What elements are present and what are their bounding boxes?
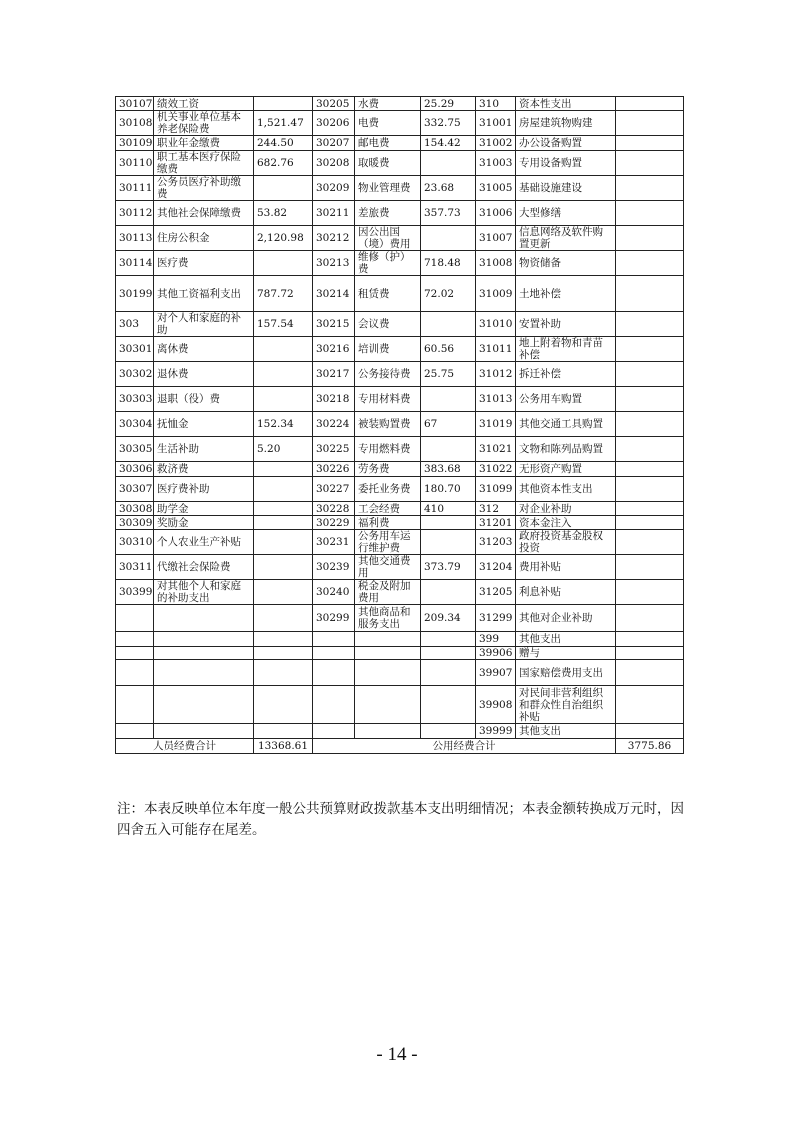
wages-name-cell (154, 724, 254, 739)
goods-amount-cell: 154.42 (421, 136, 476, 151)
capital-code-cell: 31011 (476, 337, 516, 362)
wages-code-cell: 30307 (116, 477, 154, 502)
wages-name-cell (154, 632, 254, 647)
wages-amount-cell (254, 516, 313, 530)
capital-name-cell: 政府投资基金股权投资 (516, 530, 616, 555)
goods-amount-cell: 67 (421, 412, 476, 437)
wages-amount-cell: 1,521.47 (254, 111, 313, 136)
goods-name-cell: 其他商品和服务支出 (355, 605, 421, 632)
goods-amount-cell: 209.34 (421, 605, 476, 632)
goods-code-cell: 30208 (313, 151, 355, 176)
capital-code-cell: 31201 (476, 516, 516, 530)
capital-amount-cell (616, 136, 684, 151)
goods-code-cell: 30215 (313, 312, 355, 337)
capital-code-cell: 31003 (476, 151, 516, 176)
wages-amount-cell (254, 580, 313, 605)
capital-amount-cell (616, 276, 684, 312)
table-row (116, 337, 684, 362)
wages-code-cell (116, 647, 154, 660)
goods-amount-cell (421, 647, 476, 660)
wages-amount-cell: 152.34 (254, 412, 313, 437)
wages-code-cell: 30304 (116, 412, 154, 437)
goods-code-cell (313, 724, 355, 739)
wages-code-cell: 30110 (116, 151, 154, 176)
table-row (116, 477, 684, 502)
goods-amount-cell (421, 226, 476, 251)
wages-amount-cell (254, 387, 313, 412)
goods-amount-cell: 718.48 (421, 251, 476, 276)
goods-amount-cell (421, 312, 476, 337)
wages-name-cell: 医疗费补助 (154, 477, 254, 502)
wages-name-cell (154, 605, 254, 632)
goods-amount-cell (421, 632, 476, 647)
wages-code-cell: 303 (116, 312, 154, 337)
capital-amount-cell (616, 632, 684, 647)
wages-amount-cell (254, 97, 313, 111)
goods-code-cell: 30211 (313, 201, 355, 226)
capital-amount-cell (616, 580, 684, 605)
capital-name-cell: 对民间非营利组织和群众性自治组织补贴 (516, 686, 616, 724)
wages-amount-cell (254, 251, 313, 276)
capital-code-cell: 31007 (476, 226, 516, 251)
capital-name-cell: 基础设施建设 (516, 176, 616, 201)
goods-code-cell: 30212 (313, 226, 355, 251)
goods-name-cell: 物业管理费 (355, 176, 421, 201)
wages-code-cell: 30306 (116, 462, 154, 477)
goods-code-cell: 30206 (313, 111, 355, 136)
goods-name-cell: 水费 (355, 97, 421, 111)
capital-name-cell: 其他支出 (516, 632, 616, 647)
capital-amount-cell (616, 412, 684, 437)
goods-amount-cell (421, 724, 476, 739)
wages-code-cell: 30109 (116, 136, 154, 151)
capital-name-cell: 拆迁补偿 (516, 362, 616, 387)
goods-amount-cell (421, 580, 476, 605)
goods-amount-cell: 332.75 (421, 111, 476, 136)
capital-amount-cell (616, 724, 684, 739)
wages-amount-cell (254, 605, 313, 632)
capital-amount-cell (616, 226, 684, 251)
table-row (116, 724, 684, 739)
capital-amount-cell (616, 176, 684, 201)
wages-amount-cell (254, 502, 313, 516)
wages-code-cell (116, 632, 154, 647)
goods-code-cell: 30226 (313, 462, 355, 477)
capital-code-cell: 31022 (476, 462, 516, 477)
wages-name-cell: 职业年金缴费 (154, 136, 254, 151)
capital-code-cell: 31010 (476, 312, 516, 337)
capital-name-cell: 土地补偿 (516, 276, 616, 312)
goods-amount-cell: 373.79 (421, 555, 476, 580)
goods-name-cell: 公务接待费 (355, 362, 421, 387)
capital-amount-cell (616, 462, 684, 477)
capital-name-cell: 利息补贴 (516, 580, 616, 605)
table-row (116, 387, 684, 412)
goods-code-cell (313, 660, 355, 686)
goods-code-cell (313, 647, 355, 660)
capital-name-cell: 其他对企业补助 (516, 605, 616, 632)
table-note: 注：本表反映单位本年度一般公共预算财政拨款基本支出明细情况；本表金额转换成万元时，因四舍五入可能存在尾差。 (117, 801, 684, 838)
capital-name-cell: 无形资产购置 (516, 462, 616, 477)
table-row (116, 276, 684, 312)
goods-code-cell: 30225 (313, 437, 355, 462)
goods-amount-cell (421, 151, 476, 176)
wages-amount-cell (254, 555, 313, 580)
goods-name-cell: 工会经费 (355, 502, 421, 516)
wages-name-cell: 退职（役）费 (154, 387, 254, 412)
goods-name-cell: 会议费 (355, 312, 421, 337)
capital-name-cell: 其他支出 (516, 724, 616, 739)
table-row (116, 516, 684, 530)
capital-code-cell: 31203 (476, 530, 516, 555)
goods-code-cell: 30209 (313, 176, 355, 201)
goods-code-cell: 30214 (313, 276, 355, 312)
capital-name-cell: 赠与 (516, 647, 616, 660)
personnel-total-value: 13368.61 (254, 739, 313, 754)
wages-code-cell: 30305 (116, 437, 154, 462)
capital-code-cell: 39906 (476, 647, 516, 660)
goods-code-cell: 30224 (313, 412, 355, 437)
goods-name-cell (355, 724, 421, 739)
wages-amount-cell (254, 362, 313, 387)
table-row (116, 605, 684, 632)
goods-name-cell: 差旅费 (355, 201, 421, 226)
goods-amount-cell: 25.75 (421, 362, 476, 387)
capital-code-cell: 31019 (476, 412, 516, 437)
wages-amount-cell (254, 647, 313, 660)
capital-amount-cell (616, 251, 684, 276)
goods-code-cell: 30231 (313, 530, 355, 555)
capital-amount-cell (616, 437, 684, 462)
wages-amount-cell (254, 686, 313, 724)
wages-name-cell: 助学金 (154, 502, 254, 516)
goods-name-cell: 被装购置费 (355, 412, 421, 437)
capital-code-cell: 31013 (476, 387, 516, 412)
goods-amount-cell (421, 686, 476, 724)
goods-name-cell: 专用材料费 (355, 387, 421, 412)
capital-name-cell: 费用补贴 (516, 555, 616, 580)
capital-amount-cell (616, 312, 684, 337)
wages-name-cell: 机关事业单位基本养老保险费 (154, 111, 254, 136)
wages-amount-cell: 53.82 (254, 201, 313, 226)
table-body (116, 97, 684, 739)
goods-code-cell: 30213 (313, 251, 355, 276)
wages-code-cell: 30303 (116, 387, 154, 412)
goods-amount-cell: 23.68 (421, 176, 476, 201)
table-row (116, 555, 684, 580)
capital-name-cell: 公务用车购置 (516, 387, 616, 412)
wages-name-cell: 奖励金 (154, 516, 254, 530)
wages-amount-cell (254, 477, 313, 502)
public-total-value: 3775.86 (616, 739, 684, 754)
capital-amount-cell (616, 660, 684, 686)
wages-amount-cell: 2,120.98 (254, 226, 313, 251)
wages-code-cell: 30302 (116, 362, 154, 387)
table-row (116, 97, 684, 111)
public-total-label: 公用经费合计 (313, 739, 616, 754)
goods-code-cell (313, 686, 355, 724)
goods-code-cell: 30216 (313, 337, 355, 362)
wages-name-cell: 生活补助 (154, 437, 254, 462)
goods-amount-cell: 383.68 (421, 462, 476, 477)
goods-code-cell: 30205 (313, 97, 355, 111)
goods-amount-cell: 180.70 (421, 477, 476, 502)
goods-amount-cell (421, 530, 476, 555)
goods-amount-cell: 60.56 (421, 337, 476, 362)
table-row (116, 437, 684, 462)
goods-amount-cell: 72.02 (421, 276, 476, 312)
wages-amount-cell (254, 176, 313, 201)
goods-name-cell: 专用燃料费 (355, 437, 421, 462)
goods-name-cell: 电费 (355, 111, 421, 136)
personnel-total-label: 人员经费合计 (116, 739, 254, 754)
wages-code-cell: 30311 (116, 555, 154, 580)
wages-amount-cell: 244.50 (254, 136, 313, 151)
wages-amount-cell: 682.76 (254, 151, 313, 176)
capital-amount-cell (616, 555, 684, 580)
capital-amount-cell (616, 605, 684, 632)
capital-code-cell: 31006 (476, 201, 516, 226)
wages-name-cell: 离休费 (154, 337, 254, 362)
goods-name-cell: 培训费 (355, 337, 421, 362)
goods-code-cell: 30228 (313, 502, 355, 516)
table-row (116, 580, 684, 605)
table-row (116, 151, 684, 176)
goods-code-cell: 30240 (313, 580, 355, 605)
capital-name-cell: 国家赔偿费用支出 (516, 660, 616, 686)
capital-name-cell: 资本金注入 (516, 516, 616, 530)
goods-name-cell: 委托业务费 (355, 477, 421, 502)
capital-amount-cell (616, 201, 684, 226)
capital-code-cell: 39908 (476, 686, 516, 724)
goods-amount-cell (421, 516, 476, 530)
capital-code-cell: 31205 (476, 580, 516, 605)
goods-code-cell: 30227 (313, 477, 355, 502)
table-row (116, 201, 684, 226)
goods-name-cell (355, 660, 421, 686)
wages-amount-cell: 157.54 (254, 312, 313, 337)
wages-name-cell: 对其他个人和家庭的补助支出 (154, 580, 254, 605)
capital-code-cell: 399 (476, 632, 516, 647)
capital-name-cell: 安置补助 (516, 312, 616, 337)
wages-name-cell: 抚恤金 (154, 412, 254, 437)
goods-code-cell: 30218 (313, 387, 355, 412)
wages-code-cell: 30308 (116, 502, 154, 516)
capital-amount-cell (616, 477, 684, 502)
capital-name-cell: 其他资本性支出 (516, 477, 616, 502)
capital-name-cell: 办公设备购置 (516, 136, 616, 151)
wages-name-cell (154, 660, 254, 686)
capital-name-cell: 房屋建筑物购建 (516, 111, 616, 136)
goods-name-cell: 租赁费 (355, 276, 421, 312)
goods-code-cell (313, 632, 355, 647)
wages-code-cell: 30113 (116, 226, 154, 251)
table-row (116, 176, 684, 201)
goods-name-cell: 其他交通费用 (355, 555, 421, 580)
capital-amount-cell (616, 111, 684, 136)
wages-code-cell: 30107 (116, 97, 154, 111)
goods-name-cell (355, 686, 421, 724)
wages-amount-cell (254, 660, 313, 686)
table-row (116, 660, 684, 686)
capital-name-cell: 专用设备购置 (516, 151, 616, 176)
goods-name-cell: 公务用车运行维护费 (355, 530, 421, 555)
wages-amount-cell: 787.72 (254, 276, 313, 312)
wages-name-cell: 职工基本医疗保险缴费 (154, 151, 254, 176)
capital-code-cell: 31008 (476, 251, 516, 276)
wages-name-cell: 其他社会保障缴费 (154, 201, 254, 226)
capital-code-cell: 31009 (476, 276, 516, 312)
capital-code-cell: 312 (476, 502, 516, 516)
capital-name-cell: 大型修缮 (516, 201, 616, 226)
goods-amount-cell: 410 (421, 502, 476, 516)
capital-name-cell: 资本性支出 (516, 97, 616, 111)
capital-amount-cell (616, 516, 684, 530)
capital-name-cell: 地上附着物和青苗补偿 (516, 337, 616, 362)
capital-amount-cell (616, 530, 684, 555)
goods-name-cell: 劳务费 (355, 462, 421, 477)
goods-name-cell (355, 647, 421, 660)
capital-name-cell: 物资储备 (516, 251, 616, 276)
capital-name-cell: 对企业补助 (516, 502, 616, 516)
wages-code-cell: 30112 (116, 201, 154, 226)
goods-name-cell: 取暖费 (355, 151, 421, 176)
table-row (116, 251, 684, 276)
goods-name-cell: 维修（护）费 (355, 251, 421, 276)
totals-row (116, 739, 684, 754)
table-row (116, 632, 684, 647)
table-row (116, 686, 684, 724)
wages-name-cell: 对个人和家庭的补助 (154, 312, 254, 337)
capital-amount-cell (616, 151, 684, 176)
wages-name-cell: 退休费 (154, 362, 254, 387)
capital-code-cell: 31299 (476, 605, 516, 632)
wages-name-cell: 公务员医疗补助缴费 (154, 176, 254, 201)
wages-code-cell: 30301 (116, 337, 154, 362)
wages-name-cell: 救济费 (154, 462, 254, 477)
wages-code-cell: 30399 (116, 580, 154, 605)
capital-code-cell: 39999 (476, 724, 516, 739)
wages-code-cell (116, 660, 154, 686)
capital-amount-cell (616, 647, 684, 660)
capital-name-cell: 其他交通工具购置 (516, 412, 616, 437)
goods-code-cell: 30207 (313, 136, 355, 151)
table-row (116, 136, 684, 151)
wages-name-cell: 医疗费 (154, 251, 254, 276)
wages-code-cell: 30114 (116, 251, 154, 276)
table-row (116, 226, 684, 251)
wages-code-cell (116, 686, 154, 724)
capital-code-cell: 31005 (476, 176, 516, 201)
goods-name-cell: 福利费 (355, 516, 421, 530)
table-row (116, 362, 684, 387)
capital-amount-cell (616, 337, 684, 362)
table-row (116, 647, 684, 660)
page-number: - 14 - (376, 1044, 418, 1065)
capital-amount-cell (616, 97, 684, 111)
capital-amount-cell (616, 387, 684, 412)
goods-name-cell: 邮电费 (355, 136, 421, 151)
wages-name-cell: 绩效工资 (154, 97, 254, 111)
capital-code-cell: 31002 (476, 136, 516, 151)
capital-name-cell: 信息网络及软件购置更新 (516, 226, 616, 251)
wages-amount-cell (254, 724, 313, 739)
goods-name-cell: 税金及附加费用 (355, 580, 421, 605)
wages-code-cell: 30111 (116, 176, 154, 201)
capital-code-cell: 39907 (476, 660, 516, 686)
table-row (116, 502, 684, 516)
table-row (116, 111, 684, 136)
wages-amount-cell (254, 337, 313, 362)
expenditure-detail-table (115, 96, 684, 754)
table-row (116, 412, 684, 437)
goods-amount-cell (421, 660, 476, 686)
goods-name-cell (355, 632, 421, 647)
goods-name-cell: 因公出国（境）费用 (355, 226, 421, 251)
capital-name-cell: 文物和陈列品购置 (516, 437, 616, 462)
wages-name-cell: 住房公积金 (154, 226, 254, 251)
capital-amount-cell (616, 686, 684, 724)
table-row (116, 530, 684, 555)
wages-code-cell: 30108 (116, 111, 154, 136)
capital-code-cell: 31012 (476, 362, 516, 387)
wages-name-cell (154, 686, 254, 724)
goods-code-cell: 30229 (313, 516, 355, 530)
wages-code-cell: 30309 (116, 516, 154, 530)
goods-code-cell: 30239 (313, 555, 355, 580)
wages-amount-cell: 5.20 (254, 437, 313, 462)
wages-amount-cell (254, 462, 313, 477)
wages-name-cell: 其他工资福利支出 (154, 276, 254, 312)
wages-code-cell: 30199 (116, 276, 154, 312)
goods-code-cell: 30299 (313, 605, 355, 632)
capital-code-cell: 31021 (476, 437, 516, 462)
wages-amount-cell (254, 632, 313, 647)
table-row (116, 462, 684, 477)
goods-amount-cell (421, 437, 476, 462)
capital-amount-cell (616, 362, 684, 387)
wages-code-cell: 30310 (116, 530, 154, 555)
table-row (116, 312, 684, 337)
wages-name-cell: 个人农业生产补贴 (154, 530, 254, 555)
capital-code-cell: 31204 (476, 555, 516, 580)
goods-amount-cell (421, 387, 476, 412)
capital-code-cell: 31099 (476, 477, 516, 502)
goods-amount-cell: 25.29 (421, 97, 476, 111)
capital-amount-cell (616, 502, 684, 516)
capital-code-cell: 310 (476, 97, 516, 111)
wages-amount-cell (254, 530, 313, 555)
wages-code-cell (116, 724, 154, 739)
goods-code-cell: 30217 (313, 362, 355, 387)
capital-code-cell: 31001 (476, 111, 516, 136)
wages-name-cell (154, 647, 254, 660)
goods-amount-cell: 357.73 (421, 201, 476, 226)
wages-name-cell: 代缴社会保险费 (154, 555, 254, 580)
wages-code-cell (116, 605, 154, 632)
